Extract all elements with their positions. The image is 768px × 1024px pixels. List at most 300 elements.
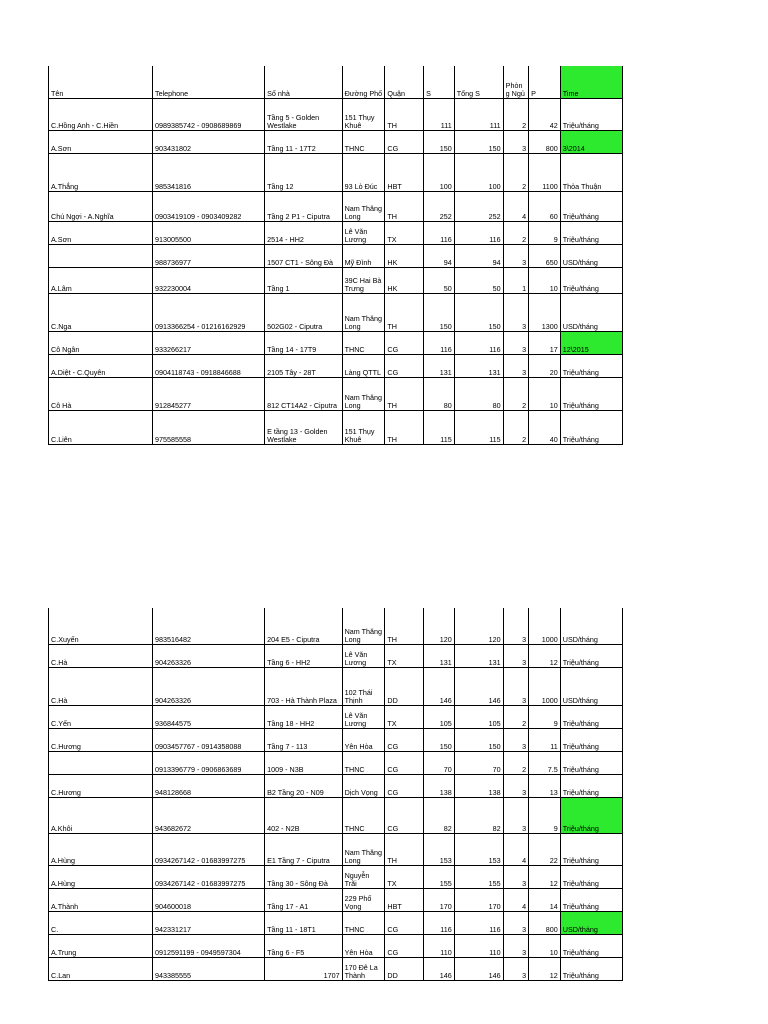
- tong-s-cell: 150: [454, 130, 503, 153]
- p-cell: 9: [529, 705, 561, 728]
- time-cell: Triệu/tháng: [560, 957, 622, 980]
- so-nha-cell: Tầng 11 - 18T1: [265, 911, 342, 934]
- duong-pho-cell: Lê Văn Lương: [342, 705, 385, 728]
- s-cell: 111: [424, 98, 455, 130]
- listing-table-2: [48, 608, 623, 981]
- duong-pho-cell: Yên Hòa: [342, 728, 385, 751]
- name-cell: A.Trung: [49, 934, 153, 957]
- telephone-cell: 0934267142 - 01683997275: [152, 833, 264, 865]
- name-cell: C.Yến: [49, 705, 153, 728]
- p-cell: 40: [529, 410, 561, 444]
- table-row: [49, 98, 623, 130]
- s-cell: 115: [424, 410, 455, 444]
- name-cell: A.Lâm: [49, 267, 153, 293]
- phong-ngu-cell: 3: [503, 774, 528, 797]
- name-cell: A.Thành: [49, 888, 153, 911]
- phong-ngu-cell: 3: [503, 293, 528, 331]
- p-cell: 1000: [529, 667, 561, 705]
- name-cell: Chú Ngợi - A.Nghĩa: [49, 191, 153, 221]
- so-nha-cell: 812 CT14A2 - Ciputra: [265, 377, 342, 410]
- duong-pho-cell: Nam Thăng Long: [342, 293, 385, 331]
- duong-pho-cell: 170 Đê La Thành: [342, 957, 385, 980]
- s-cell: 252: [424, 191, 455, 221]
- s-cell: 131: [424, 644, 455, 667]
- duong-pho-cell: Mỹ Đình: [342, 244, 385, 267]
- quan-cell: CG: [385, 774, 424, 797]
- table-row: [49, 934, 623, 957]
- tong-s-cell: 110: [454, 934, 503, 957]
- tong-s-cell: 138: [454, 774, 503, 797]
- phong-ngu-cell: 2: [503, 153, 528, 191]
- so-nha-cell: Tầng 12: [265, 153, 342, 191]
- time-cell: Triệu/tháng: [560, 888, 622, 911]
- name-cell: A.Khôi: [49, 797, 153, 833]
- telephone-cell: 0989385742 - 0908689869: [152, 98, 264, 130]
- telephone-cell: 904600018: [152, 888, 264, 911]
- phong-ngu-cell: 3: [503, 331, 528, 354]
- name-cell: C.Hà: [49, 644, 153, 667]
- so-nha-cell: Tầng 6 - HH2: [265, 644, 342, 667]
- duong-pho-cell: 102 Thái Thịnh: [342, 667, 385, 705]
- so-nha-cell: 2105 Tây - 28T: [265, 354, 342, 377]
- s-cell: 155: [424, 865, 455, 888]
- duong-pho-cell: Lê Văn Lương: [342, 644, 385, 667]
- telephone-cell: 932230004: [152, 267, 264, 293]
- table-row: [49, 833, 623, 865]
- table-row: [49, 911, 623, 934]
- time-cell: Triệu/tháng: [560, 833, 622, 865]
- name-cell: C.Hà: [49, 667, 153, 705]
- s-cell: 100: [424, 153, 455, 191]
- name-cell: C.Liên: [49, 410, 153, 444]
- name-cell: A.Hùng: [49, 833, 153, 865]
- duong-pho-cell: Nam Thăng Long: [342, 608, 385, 644]
- table-row: [49, 865, 623, 888]
- duong-pho-cell: THNC: [342, 130, 385, 153]
- s-cell: 105: [424, 705, 455, 728]
- p-cell: 42: [529, 98, 561, 130]
- phong-ngu-cell: 4: [503, 833, 528, 865]
- time-cell: Triệu/tháng: [560, 98, 622, 130]
- so-nha-cell: Tầng 5 - Golden Westlake: [265, 98, 342, 130]
- table-row: [49, 191, 623, 221]
- tong-s-cell: 252: [454, 191, 503, 221]
- header-s: S: [424, 66, 455, 98]
- p-cell: 14: [529, 888, 561, 911]
- header-row: [49, 66, 623, 98]
- time-cell: 12\2015: [560, 331, 622, 354]
- p-cell: 11: [529, 728, 561, 751]
- time-cell: Triệu/tháng: [560, 410, 622, 444]
- tong-s-cell: 150: [454, 293, 503, 331]
- p-cell: 650: [529, 244, 561, 267]
- s-cell: 146: [424, 957, 455, 980]
- duong-pho-cell: Dịch Vọng: [342, 774, 385, 797]
- telephone-cell: 985341816: [152, 153, 264, 191]
- time-cell: Triệu/tháng: [560, 221, 622, 244]
- so-nha-cell: Tầng 17 - A1: [265, 888, 342, 911]
- tong-s-cell: 82: [454, 797, 503, 833]
- quan-cell: TH: [385, 191, 424, 221]
- p-cell: 7.5: [529, 751, 561, 774]
- tong-s-cell: 131: [454, 644, 503, 667]
- telephone-cell: 936844575: [152, 705, 264, 728]
- so-nha-cell: 1707: [265, 957, 342, 980]
- tong-s-cell: 116: [454, 221, 503, 244]
- p-cell: 800: [529, 911, 561, 934]
- phong-ngu-cell: 3: [503, 728, 528, 751]
- tong-s-cell: 146: [454, 957, 503, 980]
- tong-s-cell: 50: [454, 267, 503, 293]
- tong-s-cell: 153: [454, 833, 503, 865]
- s-cell: 116: [424, 331, 455, 354]
- phong-ngu-cell: 3: [503, 354, 528, 377]
- time-cell: Triệu/tháng: [560, 354, 622, 377]
- name-cell: A.Sơn: [49, 221, 153, 244]
- phong-ngu-cell: 3: [503, 911, 528, 934]
- quan-cell: HBT: [385, 888, 424, 911]
- s-cell: 150: [424, 130, 455, 153]
- name-cell: C.Hồng Anh - C.Hiền: [49, 98, 153, 130]
- quan-cell: TH: [385, 608, 424, 644]
- phong-ngu-cell: 3: [503, 608, 528, 644]
- telephone-cell: 943385555: [152, 957, 264, 980]
- s-cell: 82: [424, 797, 455, 833]
- telephone-cell: 0913366254 - 01216162929: [152, 293, 264, 331]
- time-cell: Triệu/tháng: [560, 705, 622, 728]
- quan-cell: HBT: [385, 153, 424, 191]
- tong-s-cell: 131: [454, 354, 503, 377]
- duong-pho-cell: Yên Hòa: [342, 934, 385, 957]
- quan-cell: CG: [385, 911, 424, 934]
- telephone-cell: 904263326: [152, 667, 264, 705]
- header-p: P: [529, 66, 561, 98]
- header-tong-s: Tổng S: [454, 66, 503, 98]
- phong-ngu-cell: 2: [503, 221, 528, 244]
- so-nha-cell: 2514 - HH2: [265, 221, 342, 244]
- telephone-cell: 975585558: [152, 410, 264, 444]
- time-cell: USD/tháng: [560, 608, 622, 644]
- quan-cell: CG: [385, 354, 424, 377]
- telephone-cell: 903431802: [152, 130, 264, 153]
- p-cell: 10: [529, 377, 561, 410]
- listing-table-1: [48, 66, 623, 445]
- tong-s-cell: 70: [454, 751, 503, 774]
- name-cell: Cô Ngân: [49, 331, 153, 354]
- telephone-cell: 942331217: [152, 911, 264, 934]
- time-cell: Triệu/tháng: [560, 191, 622, 221]
- s-cell: 170: [424, 888, 455, 911]
- phong-ngu-cell: 1: [503, 267, 528, 293]
- phong-ngu-cell: 4: [503, 888, 528, 911]
- p-cell: 9: [529, 221, 561, 244]
- duong-pho-cell: Nguyễn Trãi: [342, 865, 385, 888]
- table-row: [49, 797, 623, 833]
- time-cell: USD/tháng: [560, 667, 622, 705]
- quan-cell: TH: [385, 410, 424, 444]
- s-cell: 153: [424, 833, 455, 865]
- name-cell: A.Hùng: [49, 865, 153, 888]
- tong-s-cell: 170: [454, 888, 503, 911]
- phong-ngu-cell: 3: [503, 130, 528, 153]
- telephone-cell: 988736977: [152, 244, 264, 267]
- quan-cell: TH: [385, 833, 424, 865]
- so-nha-cell: Tầng 6 - F5: [265, 934, 342, 957]
- table-row: [49, 751, 623, 774]
- phong-ngu-cell: 2: [503, 410, 528, 444]
- table-row: [49, 377, 623, 410]
- name-cell: [49, 244, 153, 267]
- phong-ngu-cell: 3: [503, 957, 528, 980]
- phong-ngu-cell: 3: [503, 667, 528, 705]
- table-row: [49, 153, 623, 191]
- header-so-nha: Số nhà: [265, 66, 342, 98]
- phong-ngu-cell: 2: [503, 377, 528, 410]
- name-cell: C.Hương: [49, 774, 153, 797]
- tong-s-cell: 150: [454, 728, 503, 751]
- phong-ngu-cell: 2: [503, 98, 528, 130]
- phong-ngu-cell: 3: [503, 244, 528, 267]
- p-cell: 12: [529, 644, 561, 667]
- table-row: [49, 293, 623, 331]
- phong-ngu-cell: 2: [503, 705, 528, 728]
- s-cell: 138: [424, 774, 455, 797]
- s-cell: 150: [424, 728, 455, 751]
- p-cell: 10: [529, 267, 561, 293]
- so-nha-cell: Tầng 18 - HH2: [265, 705, 342, 728]
- so-nha-cell: 1507 CT1 - Sông Đà: [265, 244, 342, 267]
- quan-cell: DD: [385, 957, 424, 980]
- duong-pho-cell: Nam Thăng Long: [342, 833, 385, 865]
- time-cell: Triệu/tháng: [560, 797, 622, 833]
- quan-cell: HK: [385, 244, 424, 267]
- quan-cell: CG: [385, 331, 424, 354]
- duong-pho-cell: THNC: [342, 911, 385, 934]
- name-cell: A.Diệt - C.Quyên: [49, 354, 153, 377]
- p-cell: 1300: [529, 293, 561, 331]
- so-nha-cell: 502G02 - Ciputra: [265, 293, 342, 331]
- duong-pho-cell: 39C Hai Bà Trưng: [342, 267, 385, 293]
- table-row: [49, 244, 623, 267]
- time-cell: USD/tháng: [560, 911, 622, 934]
- quan-cell: TX: [385, 865, 424, 888]
- phong-ngu-cell: 3: [503, 934, 528, 957]
- so-nha-cell: B2 Tầng 20 - N09: [265, 774, 342, 797]
- telephone-cell: 983516482: [152, 608, 264, 644]
- duong-pho-cell: 229 Phố Vọng: [342, 888, 385, 911]
- so-nha-cell: 703 - Hà Thành Plaza: [265, 667, 342, 705]
- time-cell: Triệu/tháng: [560, 774, 622, 797]
- header-phong-ngu: Phòn g Ngủ: [503, 66, 528, 98]
- so-nha-cell: Tầng 30 - Sông Đà: [265, 865, 342, 888]
- time-cell: Triệu/tháng: [560, 934, 622, 957]
- s-cell: 131: [424, 354, 455, 377]
- header-ten: Tên: [49, 66, 153, 98]
- quan-cell: CG: [385, 728, 424, 751]
- name-cell: C.Nga: [49, 293, 153, 331]
- quan-cell: CG: [385, 130, 424, 153]
- telephone-cell: 0934267142 - 01683997275: [152, 865, 264, 888]
- tong-s-cell: 120: [454, 608, 503, 644]
- phong-ngu-cell: 4: [503, 191, 528, 221]
- time-cell: USD/tháng: [560, 244, 622, 267]
- quan-cell: TH: [385, 98, 424, 130]
- duong-pho-cell: THNC: [342, 797, 385, 833]
- telephone-cell: 912845277: [152, 377, 264, 410]
- name-cell: A.Sơn: [49, 130, 153, 153]
- p-cell: 17: [529, 331, 561, 354]
- duong-pho-cell: Làng QTTL: [342, 354, 385, 377]
- s-cell: 94: [424, 244, 455, 267]
- table-row: [49, 267, 623, 293]
- p-cell: 22: [529, 833, 561, 865]
- telephone-cell: 933266217: [152, 331, 264, 354]
- phong-ngu-cell: 3: [503, 865, 528, 888]
- tong-s-cell: 146: [454, 667, 503, 705]
- tong-s-cell: 155: [454, 865, 503, 888]
- table-row: [49, 774, 623, 797]
- quan-cell: TX: [385, 705, 424, 728]
- table-row: [49, 130, 623, 153]
- time-cell: Triệu/tháng: [560, 377, 622, 410]
- duong-pho-cell: Lê Văn Lương: [342, 221, 385, 244]
- p-cell: 800: [529, 130, 561, 153]
- name-cell: [49, 751, 153, 774]
- so-nha-cell: 1009 - N3B: [265, 751, 342, 774]
- name-cell: C.Lan: [49, 957, 153, 980]
- table-row: [49, 957, 623, 980]
- time-cell: Thỏa Thuận: [560, 153, 622, 191]
- table-row: [49, 410, 623, 444]
- p-cell: 9: [529, 797, 561, 833]
- tong-s-cell: 111: [454, 98, 503, 130]
- telephone-cell: 913005500: [152, 221, 264, 244]
- quan-cell: TH: [385, 377, 424, 410]
- header-telephone: Telephone: [152, 66, 264, 98]
- so-nha-cell: E tầng 13 - Golden Westlake: [265, 410, 342, 444]
- p-cell: 10: [529, 934, 561, 957]
- tong-s-cell: 116: [454, 911, 503, 934]
- table-1-body: [49, 98, 623, 444]
- p-cell: 20: [529, 354, 561, 377]
- table-row: [49, 644, 623, 667]
- duong-pho-cell: THNC: [342, 331, 385, 354]
- duong-pho-cell: Nam Thăng Long: [342, 377, 385, 410]
- table-row: [49, 667, 623, 705]
- time-cell: Triệu/tháng: [560, 751, 622, 774]
- time-cell: Triệu/tháng: [560, 267, 622, 293]
- so-nha-cell: Tầng 14 - 17T9: [265, 331, 342, 354]
- name-cell: Cô Hà: [49, 377, 153, 410]
- so-nha-cell: Tầng 2 P1 - Ciputra: [265, 191, 342, 221]
- time-cell: Triệu/tháng: [560, 865, 622, 888]
- s-cell: 116: [424, 221, 455, 244]
- s-cell: 70: [424, 751, 455, 774]
- duong-pho-cell: 93 Lò Đúc: [342, 153, 385, 191]
- so-nha-cell: 204 E5 - Ciputra: [265, 608, 342, 644]
- tong-s-cell: 115: [454, 410, 503, 444]
- phong-ngu-cell: 3: [503, 797, 528, 833]
- quan-cell: TX: [385, 644, 424, 667]
- table-row: [49, 608, 623, 644]
- table-row: [49, 331, 623, 354]
- tong-s-cell: 116: [454, 331, 503, 354]
- s-cell: 146: [424, 667, 455, 705]
- table-2-body: [49, 608, 623, 980]
- time-cell: USD/tháng: [560, 293, 622, 331]
- header-time: Time: [560, 66, 622, 98]
- s-cell: 50: [424, 267, 455, 293]
- time-cell: 3\2014: [560, 130, 622, 153]
- table-row: [49, 888, 623, 911]
- telephone-cell: 0903419109 - 0903409282: [152, 191, 264, 221]
- phong-ngu-cell: 2: [503, 751, 528, 774]
- telephone-cell: 0903457767 - 0914358088: [152, 728, 264, 751]
- table-row: [49, 354, 623, 377]
- duong-pho-cell: Nam Thăng Long: [342, 191, 385, 221]
- p-cell: 1100: [529, 153, 561, 191]
- s-cell: 80: [424, 377, 455, 410]
- so-nha-cell: 402 - N2B: [265, 797, 342, 833]
- time-cell: Triệu/tháng: [560, 644, 622, 667]
- duong-pho-cell: THNC: [342, 751, 385, 774]
- table-row: [49, 705, 623, 728]
- header-quan: Quận: [385, 66, 424, 98]
- p-cell: 1000: [529, 608, 561, 644]
- so-nha-cell: Tầng 7 - 113: [265, 728, 342, 751]
- tong-s-cell: 94: [454, 244, 503, 267]
- p-cell: 12: [529, 865, 561, 888]
- header-duong-pho: Đường Phố: [342, 66, 385, 98]
- quan-cell: TX: [385, 221, 424, 244]
- telephone-cell: 0912591199 - 0949597304: [152, 934, 264, 957]
- time-cell: Triệu/tháng: [560, 728, 622, 751]
- so-nha-cell: E1 Tầng 7 - Ciputra: [265, 833, 342, 865]
- tong-s-cell: 80: [454, 377, 503, 410]
- quan-cell: DD: [385, 667, 424, 705]
- quan-cell: CG: [385, 934, 424, 957]
- s-cell: 110: [424, 934, 455, 957]
- telephone-cell: 948128668: [152, 774, 264, 797]
- s-cell: 150: [424, 293, 455, 331]
- s-cell: 120: [424, 608, 455, 644]
- quan-cell: CG: [385, 797, 424, 833]
- telephone-cell: 0913396779 - 0906863689: [152, 751, 264, 774]
- duong-pho-cell: 151 Thụy Khuê: [342, 98, 385, 130]
- tong-s-cell: 105: [454, 705, 503, 728]
- telephone-cell: 943682672: [152, 797, 264, 833]
- name-cell: A.Thắng: [49, 153, 153, 191]
- quan-cell: CG: [385, 751, 424, 774]
- telephone-cell: 0904118743 - 0918846688: [152, 354, 264, 377]
- name-cell: C.Xuyến: [49, 608, 153, 644]
- s-cell: 116: [424, 911, 455, 934]
- p-cell: 12: [529, 957, 561, 980]
- phong-ngu-cell: 3: [503, 644, 528, 667]
- table-row: [49, 728, 623, 751]
- name-cell: C.Hương: [49, 728, 153, 751]
- p-cell: 13: [529, 774, 561, 797]
- table-row: [49, 221, 623, 244]
- name-cell: C.: [49, 911, 153, 934]
- tong-s-cell: 100: [454, 153, 503, 191]
- duong-pho-cell: 151 Thụy Khuê: [342, 410, 385, 444]
- telephone-cell: 904263326: [152, 644, 264, 667]
- quan-cell: TH: [385, 293, 424, 331]
- so-nha-cell: Tầng 11 - 17T2: [265, 130, 342, 153]
- quan-cell: HK: [385, 267, 424, 293]
- so-nha-cell: Tầng 1: [265, 267, 342, 293]
